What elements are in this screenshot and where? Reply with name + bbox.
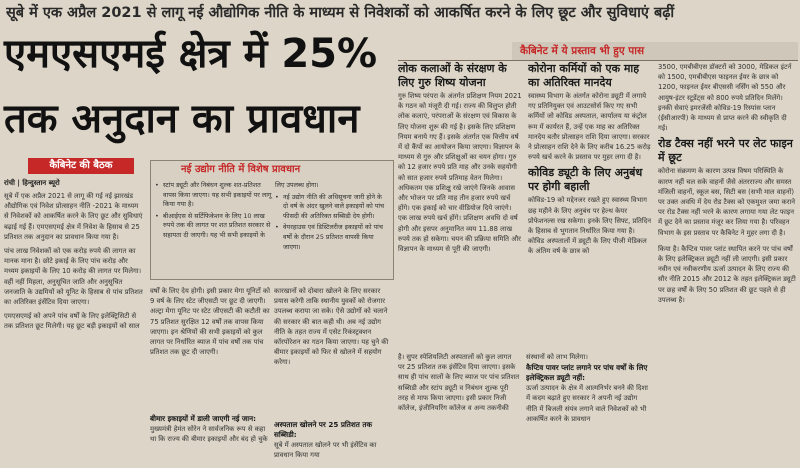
cabinet-proposals-banner: कैबिनेट में ये प्रस्ताव भी हुए पास [512,42,798,60]
captive-power-text: ऊर्जा उत्पादन के क्षेत्र में आत्मनिर्भर बनने की दिशा में कदम बढ़ाते हुए सरकार ने अपनी नई उद्योग नीति में बिजली संयंत्र लगाने वाले निवेशकों को भी आकर्षित करने के प्रावधान [526,384,648,423]
policy-item-2: • बीआईएस से सर्टिफिकेशन के लिए 10 लाख रुपये तक की लागत पर शत प्रतिशत सरकार से सहायता दी जाएगी। यह भी सभी इकाइयों के [155,212,273,241]
hospital-subsidy-heading: अस्पताल खोलने पर 25 प्रतिशत तक सब्सिडी: [274,420,372,439]
cabinet-col-2 [528,62,652,350]
corona-staff-title: कोरोना कर्मियों को एक माह का अतिरिक्त मानदेय [528,62,640,89]
policy-item-5: • वेयरहाउस एवं डिस्टिलरीज इकाइयों को पांच वर्षों के दौरान 25 प्रतिशत वापसी किया जाएगा। [275,223,389,252]
road-tax-title: रोड टैक्स नहीं भरने पर लेट फाइन में छूट [658,137,793,165]
left-para-3: एमएसएमई को अपने पांच वर्षों के लिए इलेक्ट्रिसिटी से तक प्रतिशत छूट मिलेगी। यह छूट बड़ी इकाइयों को साल [4,312,140,331]
kicker-line: सूबे में एक अप्रैल 2021 से लागू नई औद्योगिक नीति के माध्यम से निवेशकों को आकर्षित करने के लिए छूट और सुविधाएं बढ़ीं [6,5,675,21]
dateline: रांची | हिन्दुस्तान ब्यूरो [4,179,60,187]
captive-power-continued-text: किया है। कैप्टिव पावर प्लांट स्थापित करने पर पांच वर्षों के लिए इलेक्ट्रिकल ड्यूटी नहीं ली जाएगी। इसी प्रकार नवीन एवं नवीकरणीय ऊर्जा उत्पादन के लिए राज्य की सौर नीति 2015 और 2012 के तहत इलेक्ट्रिकल ड्यूटी पर छह वर्षों के लिए 50 प्रतिशत की छूट पहले से ही उपलब्ध है। [658,244,796,304]
stipend-text: 3500, एमबीबीएस डॉक्टरों को 3000, मेडिकल इंटर्न को 1500, एमबीबीएस फाइनल ईयर के छात्र को 1200, फाइनल ईयर बीएससी नर्सिंग को 550 और आयुष-इंटर स्टूडेंट्स को 800 रुपये प्रतिदिन मिलेंगे। इनकी सेवाएं इमरजेंसी कोविड-19 रिस्पांस प्लान (ईसीआरपी) के माध्यम से प्राप्त करने की स्वीकृति दी गई। [658,63,792,133]
policy-box [150,160,394,280]
sick-units-heading: बीमार इकाइयों में डाली जाएगी नई जान: [150,414,256,423]
policy-right-list [275,181,389,277]
hospital-subsidy-text: सूबे में अस्पताल खोलने पर भी इंसेंटिव का प्रावधान किया गया [274,441,377,460]
guru-shishya-title: लोक कलाओं के संरक्षण के लिए गुरु शिष्य योजना [398,62,507,89]
left-para-2: पांच लाख निवेशकों को एक करोड़ रुपये की लागत का मानक माना है। छोटे इकाई के लिए पांच करोड़ और मध्यम इकाइयों के लिए 10 करोड़ की लागत पर मिलेगा। वहीं नहीं मिहला, अनुसूचित जाति और अनुसूचित जनजाति के उद्यमियों को यूनिट के हिसाब से पांच प्रतिशत का अतिरिक्त इंसेंटिव दिया जाएगा। [4,247,143,307]
mid-col-1-text: वर्षों के लिए देय होगी। इसी प्रकार मेगा यूनिटों को 9 वर्ष के लिए स्टेट जीएसटी पर छूट दी जाएगी। अल्ट्रा मेगा यूनिट पर स्टेट जीएसटी की कटौती का 75 प्रतिशत सुरक्षित 12 वर्षों तक वापस किया जाएगा। इन श्रेणियों की सभी इकाइयों को कुल लागत पर निर्धारित ब्याज में पांच वर्षों तक पांच प्रतिशत तक छूट दी जाएगी। [150,287,270,357]
left-column [4,178,144,468]
mid-col-4-text: संस्थानों को लाभ मिलेगा। [526,353,588,361]
cabinet-col-3 [658,44,796,464]
policy-item-3: लिए उपलब्ध होगा। [275,181,319,189]
guru-shishya-text: गुरु शिष्य परंपरा के अंतर्गत प्रशिक्षण नियम 2021 के गठन को मंजूरी दी गई। राज्य की विलुप्त होती लोक कलाएं, परंपराओं के संरक्षण एवं विकास के लिए योजना शुरू की गई है। इसके लिए प्रशिक्षण नियम बनाये गए हैं। इसके अंतर्गत एक वित्तीय वर्ष में दो कैंपों का आयोजन किया जाएगा। विज्ञापन के माध्यम से गुरु और प्रशिक्षुओं का चयन होगा। गुरु को 12 हजार रुपये प्रति माह और उनके सहयोगी को सात हजार रुपये प्रतिमाह वेतन मिलेगा। अधिकतम एक प्रशिक्षु रखे जाएंगे जिनके आवास और भोजन पर प्रति माह तीन हजार रुपये खर्च होंगे। एक इकाई को चार वीडियोज दिये जाएंगे। एक लाख रुपये खर्च होंगे। प्रशिक्षण अवधि दो वर्ष होगी और इसपर अनुमानित व्यय 11.88 लाख रुपये तक हो सकेगा। चयन की प्रक्रिया समिति और विज्ञापन के माध्यम से पूरी की जाएगी। [398,92,522,254]
cabinet-col-1 [398,62,522,350]
sick-units-text: मुख्यमंत्री हेमंत सोरेन ने सार्वजनिक रूप से कहा था कि राज्य की बीमार इकाइयों और बंद हो चुके [150,425,268,444]
corona-staff-text: स्वास्थ्य विभाग के अंतर्गत कोरोना ड्यूटी में लगाये गए प्रतिनियुक्त एवं आउटसोर्स किए गए सभी कर्मियों जो कोविड अस्पताल, कार्यालय या कंट्रोल रूम में कार्यरत हैं, उन्हें एक माह का अतिरिक्त मानदेय बतौर प्रोत्साहन राशि दिया जाएगा। सरकार ने प्रोत्साहन राशि देने के लिए करीब 16.25 करोड़ रुपये खर्च करने के प्रस्ताव पर मुहर लगा दी है। [528,92,651,162]
mid-col-1-sub [150,414,270,468]
captive-power-heading: कैप्टिव पावर प्लांट लगाने पर पांच वर्षों के लिए इलेक्ट्रिकल ड्यूटी नहीं: [526,363,648,383]
road-tax-text: कोरोना संक्रमण के कारण उत्पन्न विषम परिस्थिति के कारण नहीं चल सके वाहनों जैसे अंतरराज्य और समस्त मंजिली वाहनों, स्कूल बस, सिटी बस (सभी माल वाहनों) पर उक्त अवधि में देय रोड टैक्स को एकमुश्त जमा कराने पर रोड टैक्स नहीं भरने के कारण लगाया गया लेट फाइन में छूट देने का प्रस्ताव मंजूर कर लिया गया है। परिवहन विभाग के इस प्रस्ताव पर कैबिनेट ने मुहर लगा दी है। [658,167,796,237]
mid-col-4 [526,352,650,468]
headline-line-2: तक अनुदान का प्रावधान [4,96,360,142]
covid-contract-text: कोविड-19 को मद्देनजर रखते हुए स्वास्थ्य विभाग छह महीने के लिए अनुबंध पर हेल्थ केयर प्रोफेशनल्स रख सकेगा। इनके लिए सिफ्ट, प्रतिदिन के हिसाब से भुगतान निर्धारित किया गया है। कोविड अस्पतालों में ड्यूटी के लिए पीजी मेडिकल के अंतिम वर्ष के छात्र को [528,196,652,256]
policy-box-title: नई उद्योग नीति में विशेष प्रावधान [181,164,301,175]
mid-col-2-sub [274,420,392,468]
policy-item-4: • नई उद्योग नीति की अधिसूचना जारी होने के दो वर्ष के अंदर खुलने वाले इकाइयों को पांच फीसदी की अतिरिक्त सब्सिडी देय होगी। [275,193,389,222]
policy-left-list [155,181,273,277]
covid-contract-title: कोविड ड्यूटी के लिए अनुबंध पर होगी बहाली [528,166,643,194]
left-para-1: सूबे में एक अप्रैल 2021 से लागू की गई नई झारखंड औद्योगिक एवं निवेश प्रोत्साहन नीति -2021 के माध्यम से निवेशकों को आकर्षित करने के लिए छूट और सुविधाएं बढ़ाई गई हैं। एमएसएमई क्षेत्र में निवेश के हिसाब से 25 प्रतिशत तक अनुदान का प्रावधान किया गया है। [4,192,143,241]
policy-item-1: • स्टांप ड्यूटी और निबंधन शुल्क शत-प्रतिशत वापस किया जाएगा। यह सभी इकाइयों पर लागू किया गया है। [155,181,273,210]
headline-line-1: एमएसएमई क्षेत्र में 25% [4,31,378,77]
mid-col-2-text: कारखानों को दोबारा खोलने के लिए सरकार प्रयास करेगी ताकि स्थानीय युवकों को रोजगार उपलब्ध कराया जा सके। ऐसे उद्योगों को चलाने की सरकार की बात कही थी। अब नई उद्योग नीति के तहत राज्य में एसेट रिकंस्ट्रक्शन कॉरपोरेशन का गठन किया जाएगा। यह चुने की बीमार इकाइयों को फिर से खोलने में सहयोग करेगा। [274,287,389,367]
cabinet-meeting-label: कैबिनेट की बैठक [28,158,134,174]
mid-col-3-text: है। सुपर स्पेशियलिटी अस्पतालों को कुल लागत पर 25 प्रतिशत तक इंसेंटिव दिया जाएगा। इसके साथ ही पांच सालों के लिए ब्याज पर पांच प्रतिशत सब्सिडी और स्टांप ड्यूटी व निबंधन शुल्क पूरी तरह से माफ किया जाएगा। इसी प्रकार निजी कॉलेज, इंजीनियरिंग कॉलेज व अन्य तकनीकी [398,353,520,413]
